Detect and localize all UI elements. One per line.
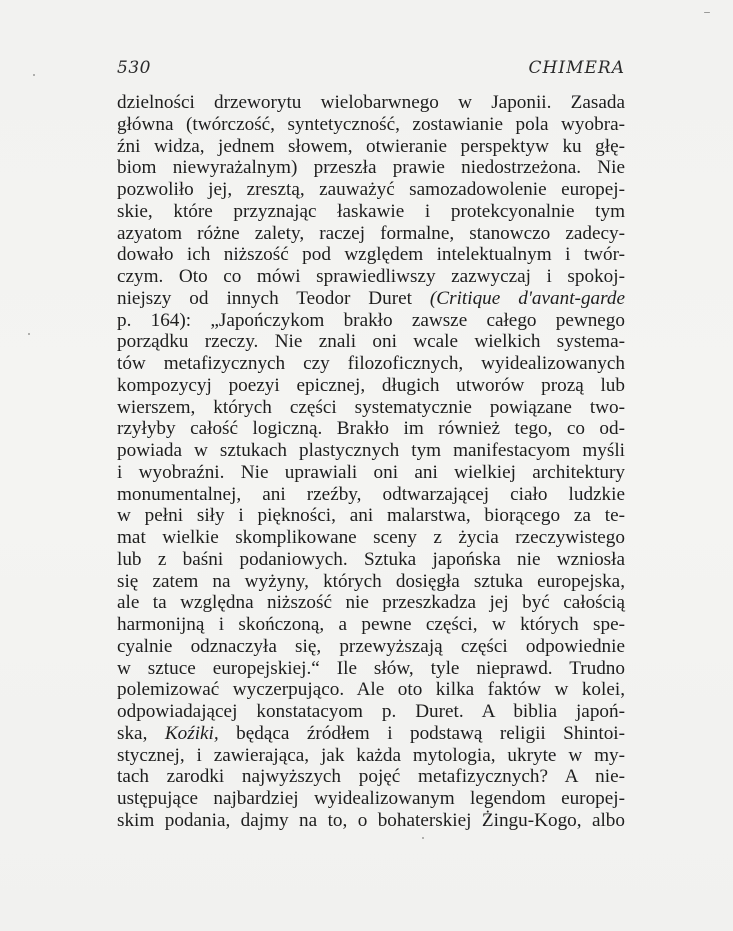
text-line: czym. Oto co mówi sprawiedliwszy zazwyczaj i spokoj-: [117, 266, 625, 287]
text-line: wierszem, których części systematycznie powiązane two-: [117, 396, 625, 418]
text-line: kompozycyj poezyi epicznej, długich utworów prozą lub: [117, 374, 625, 396]
text-line: i wyobraźni. Nie uprawiali oni ani wielkiej architektury: [117, 461, 625, 483]
text-line: w sztuce europejskiej.“ Ile słów, tyle nieprawd. Trudno: [117, 657, 625, 679]
text-line: ustępujące najbardziej wyidealizowanym legendom europej-: [117, 788, 625, 809]
text-line: ale ta względna niższość nie przeszkadza jej być całością: [117, 592, 625, 614]
text-line: skie, które przyznając łaskawie i protekcyonalnie tym: [117, 200, 625, 222]
text-line: stycznej, i zawierająca, jak każda mytologia, ukryte w my-: [117, 744, 625, 766]
page-number: 530: [117, 58, 151, 78]
text-segment: będąca źródłem i podstawą religii Shintoi-: [236, 722, 626, 744]
text-line: się zatem na wyżyny, których dosięgła sztuka europejska,: [117, 570, 625, 592]
text-line: pozwoliło jej, zresztą, zauważyć samozadowolenie europej-: [117, 179, 625, 200]
text-line: polemizować wyczerpująco. Ale oto kilka faktów w kolei,: [117, 679, 625, 701]
paper-speck: [28, 333, 30, 335]
text-line: mat wielkie skomplikowane sceny z życia rzeczywistego: [117, 527, 625, 548]
text-line: lub z baśni podaniowych. Sztuka japońska nie wzniosła: [117, 548, 625, 570]
text-line: azyatom różne zalety, raczej formalne, stanowczo zadecy-: [117, 222, 625, 244]
text-line: p. 164): „Japończykom brakło zawsze całego pewnego: [117, 309, 625, 331]
paper-speck: [704, 12, 710, 13]
text-line: cyalnie odznaczyła się, przewyższają części odpowiednie: [117, 635, 625, 657]
work-title-koziki: Koźiki,: [164, 722, 219, 744]
body-text: [117, 92, 625, 832]
paper-speck: [422, 837, 424, 839]
text-line: powiada w sztukach plastycznych tym manifestacyom myśli: [117, 440, 625, 461]
text-line: źni widza, jednem słowem, otwieranie perspektyw ku głę-: [117, 135, 625, 157]
text-segment: ska,: [117, 722, 148, 744]
text-line: skim podania, dajmy na to, o bohaterskiej Żingu-Kogo, albo: [117, 809, 625, 831]
text-line: tach zarodki najwyższych pojęć metafizycznych? A nie-: [117, 766, 625, 788]
text-line: porządku rzeczy. Nie znali oni wcale wielkich systema-: [117, 331, 625, 353]
paper-speck: [33, 74, 35, 76]
citation-title: (Critique d'avant-garde: [429, 287, 625, 309]
text-line: harmonijną i skończoną, a pewne części, w których spe-: [117, 614, 625, 635]
text-line: biom niewyrażalnym) przeszła prawie niedostrzeżona. Nie: [117, 157, 625, 179]
text-line: odpowiadającej konstatacyom p. Duret. A biblia japoń-: [117, 701, 625, 722]
text-line-with-title: [117, 723, 625, 745]
text-segment: niejszy od innych Teodor Duret: [117, 287, 412, 309]
running-head: [117, 58, 625, 82]
text-line: rzyłyby całość logiczną. Brakło im również tego, co od-: [117, 418, 625, 440]
text-line: dowało ich niższość pod względem intelektualnym i twór-: [117, 244, 625, 266]
text-line: w pełni siły i piękności, ani malarstwa, biorącego za te-: [117, 505, 625, 527]
text-line: główna (twórczość, syntetyczność, zostawianie pola wyobra-: [117, 113, 625, 135]
text-line-with-citation: [117, 288, 625, 310]
text-line: monumentalnej, ani rzeźby, odtwarzającej ciało ludzkie: [117, 483, 625, 505]
text-line: dzielności drzeworytu wielobarwnego w Japonii. Zasada: [117, 92, 625, 113]
journal-title: CHIMERA: [528, 58, 625, 78]
text-line: tów metafizycznych czy filozoficznych, wyidealizowanych: [117, 353, 625, 374]
